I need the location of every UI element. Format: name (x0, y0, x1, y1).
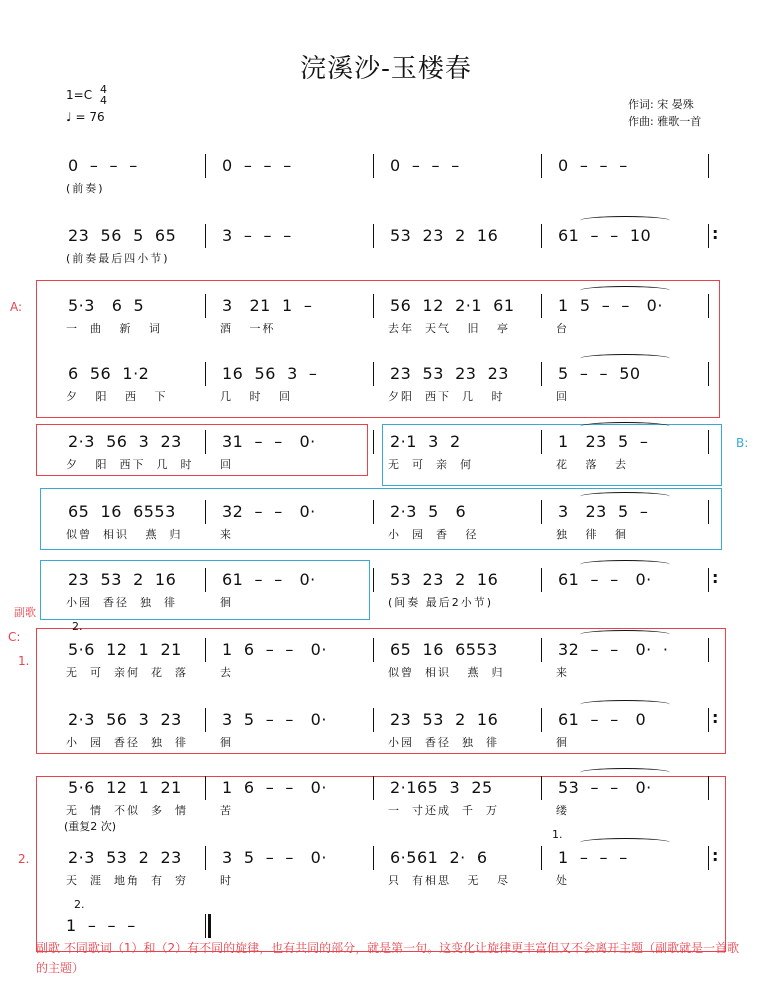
barline (373, 154, 374, 178)
barline (708, 568, 709, 592)
measure: 23 56 5 65 (68, 226, 177, 245)
slur (580, 630, 670, 639)
slur (580, 422, 670, 431)
measure: 0 – – – (68, 156, 138, 175)
volta-2: 2. (74, 898, 85, 911)
lyric: 无 可 亲何 花 落 (66, 666, 188, 679)
lyricist: 作词: 宋 晏殊 (628, 98, 694, 111)
lyric: (前奏) (66, 182, 105, 195)
measure: 23 53 23 23 (390, 364, 509, 383)
measure: 53 – – 0· (558, 778, 652, 797)
barline (205, 708, 206, 732)
volta-1: 1. (552, 828, 563, 841)
barline (541, 638, 542, 662)
barline (205, 776, 206, 800)
measure: 56 12 2·1 61 (390, 296, 515, 315)
barline (205, 430, 206, 454)
repeat-sign: : (712, 224, 719, 243)
barline (708, 294, 709, 318)
measure: 16 56 3 – (222, 364, 318, 383)
lyric: 夕 阳 西下 几 时 (66, 458, 194, 471)
barline (373, 224, 374, 248)
measure: 2·3 53 2 23 (68, 848, 182, 867)
lyric: 来 (220, 528, 233, 541)
measure: 3 – – – (222, 226, 292, 245)
barline (373, 708, 374, 732)
measure: 2·3 56 3 23 (68, 432, 182, 451)
measure: 0 – – – (558, 156, 628, 175)
time-signature-top: 4 (100, 83, 107, 96)
barline (708, 500, 709, 524)
lyric: 回 (556, 390, 569, 403)
measure: 31 – – 0· (222, 432, 316, 451)
lyric: (间奏 最后2小节) (388, 596, 494, 609)
lyric: 时 (220, 874, 233, 887)
barline (205, 568, 206, 592)
measure: 3 5 – – 0· (222, 710, 327, 729)
song-title: 浣溪沙-玉楼春 (300, 54, 472, 84)
repeat-note: (重复2 次) (64, 820, 117, 833)
footnote: 副歌 不同歌词（1）和（2）有不同的旋律，也有共同的部分，就是第一句。这变化让旋律更丰富但又不会离开主题（副歌就是一首歌的主题） (36, 941, 740, 975)
label-verse-1: 1. (18, 654, 30, 668)
barline (373, 638, 374, 662)
barline (541, 154, 542, 178)
measure: 0 – – – (390, 156, 460, 175)
measure: 6·561 2· 6 (390, 848, 488, 867)
tempo-marking (66, 110, 105, 124)
lyric: 花 落 去 (556, 458, 628, 471)
quarter-note-icon: ♩ (66, 110, 72, 124)
barline (373, 294, 374, 318)
lyric: 缕 (556, 804, 569, 817)
composer: 作曲: 雅歌一首 (628, 115, 702, 128)
lyric: (前奏最后四小节) (66, 252, 170, 265)
final-barline (205, 914, 206, 938)
barline (541, 568, 542, 592)
time-signature (100, 84, 107, 106)
measure: 3 5 – – 0· (222, 848, 327, 867)
measure: 5·3 6 5 (68, 296, 145, 315)
lyric: 苦 (220, 804, 233, 817)
measure: 53 23 2 16 (390, 570, 499, 589)
lyric: 回 (220, 458, 233, 471)
credits (628, 96, 701, 130)
barline (708, 430, 709, 454)
volta-2-chorus: 2. (72, 620, 83, 633)
measure: 32 – – 0· (222, 502, 316, 521)
slur (580, 768, 670, 777)
lyric: 徊 (220, 596, 233, 609)
repeat-sign: : (712, 708, 719, 727)
barline (708, 362, 709, 386)
barline (205, 294, 206, 318)
lyric: 小园 香径 独 徘 (388, 736, 499, 749)
lyric: 徊 (220, 736, 233, 749)
measure: 53 23 2 16 (390, 226, 499, 245)
measure: 0 – – – (222, 156, 292, 175)
lyric: 只 有相思 无 尽 (388, 874, 510, 887)
final-barline-thick (208, 914, 211, 938)
measure: 1 5 – – 0· (558, 296, 663, 315)
lyric: 台 (556, 322, 569, 335)
repeat-sign: : (712, 568, 719, 587)
lyric: 天 涯 地角 有 穷 (66, 874, 188, 887)
barline (708, 224, 709, 248)
barline (373, 776, 374, 800)
lyric: 处 (556, 874, 569, 887)
barline (708, 154, 709, 178)
barline (205, 500, 206, 524)
label-chorus: 副歌 (14, 606, 36, 619)
barline (541, 224, 542, 248)
measure: 3 23 5 – (558, 502, 649, 521)
lyric: 去 (220, 666, 233, 679)
slur (580, 286, 670, 295)
label-section-b: B: (736, 436, 749, 450)
barline (541, 846, 542, 870)
lyric: 无 可 亲 何 (388, 458, 473, 471)
measure: 1 6 – – 0· (222, 778, 327, 797)
lyric: 酒 一杯 (220, 322, 276, 335)
lyric: 去年 天气 旧 亭 (388, 322, 510, 335)
lyric: 一 曲 新 词 (66, 322, 162, 335)
measure: 5 – – 50 (558, 364, 641, 383)
barline (541, 776, 542, 800)
barline (373, 500, 374, 524)
measure: 65 16 6553 (68, 502, 176, 521)
measure: 23 53 2 16 (390, 710, 499, 729)
measure: 1 6 – – 0· (222, 640, 327, 659)
barline (205, 638, 206, 662)
lyric: 似曾 相识 燕 归 (66, 528, 183, 541)
barline (541, 500, 542, 524)
barline (373, 568, 374, 592)
measure: 2·1 3 2 (390, 432, 461, 451)
barline (541, 708, 542, 732)
measure: 5·6 12 1 21 (68, 640, 182, 659)
repeat-sign: : (712, 846, 719, 865)
measure: 1 – – – (558, 848, 628, 867)
lyric: 似曾 相识 燕 归 (388, 666, 505, 679)
tempo-value: = 76 (75, 110, 105, 124)
measure: 3 21 1 – (222, 296, 313, 315)
lyric: 小 园 香径 独 徘 (66, 736, 188, 749)
barline (205, 846, 206, 870)
barline (205, 362, 206, 386)
label-section-a: A: (10, 300, 23, 314)
barline (541, 294, 542, 318)
measure: 61 – – 10 (558, 226, 652, 245)
slur (580, 354, 670, 363)
lyric: 小 园 香 径 (388, 528, 479, 541)
slur (580, 216, 670, 225)
measure: 2·3 5 6 (390, 502, 467, 521)
measure: 2·3 56 3 23 (68, 710, 182, 729)
barline (205, 224, 206, 248)
last-measure: 1 – – – (66, 916, 136, 935)
label-verse-2: 2. (18, 852, 30, 866)
measure: 65 16 6553 (390, 640, 498, 659)
lyric: 几 时 回 (220, 390, 292, 403)
time-signature-bottom: 4 (100, 94, 107, 107)
lyric: 夕 阳 西 下 (66, 390, 168, 403)
slur (580, 560, 670, 569)
measure: 1 23 5 – (558, 432, 649, 451)
barline (205, 154, 206, 178)
barline (708, 638, 709, 662)
measure: 61 – – 0· (558, 570, 652, 589)
measure: 5·6 12 1 21 (68, 778, 182, 797)
lyric: 来 (556, 666, 569, 679)
label-section-c: C: (8, 630, 21, 644)
lyric: 一 寸还成 千 万 (388, 804, 499, 817)
lyric: 小园 香径 独 徘 (66, 596, 177, 609)
lyric: 独 徘 徊 (556, 528, 628, 541)
measure: 6 56 1·2 (68, 364, 150, 383)
measure: 32 – – 0· · (558, 640, 669, 659)
barline (708, 846, 709, 870)
barline (708, 708, 709, 732)
lyric: 徊 (556, 736, 569, 749)
barline (708, 776, 709, 800)
measure: 23 53 2 16 (68, 570, 177, 589)
barline (373, 430, 374, 454)
slur (580, 700, 670, 709)
lyric: 无 情 不似 多 情 (66, 804, 188, 817)
barline (373, 362, 374, 386)
slur (580, 492, 670, 501)
slur (580, 838, 670, 847)
key-signature: 1=C (66, 88, 93, 102)
lyric: 夕阳 西下 几 时 (388, 390, 505, 403)
measure: 61 – – 0 (558, 710, 647, 729)
measure: 61 – – 0· (222, 570, 316, 589)
barline (541, 430, 542, 454)
barline (541, 362, 542, 386)
measure: 2·165 3 25 (390, 778, 493, 797)
barline (373, 846, 374, 870)
